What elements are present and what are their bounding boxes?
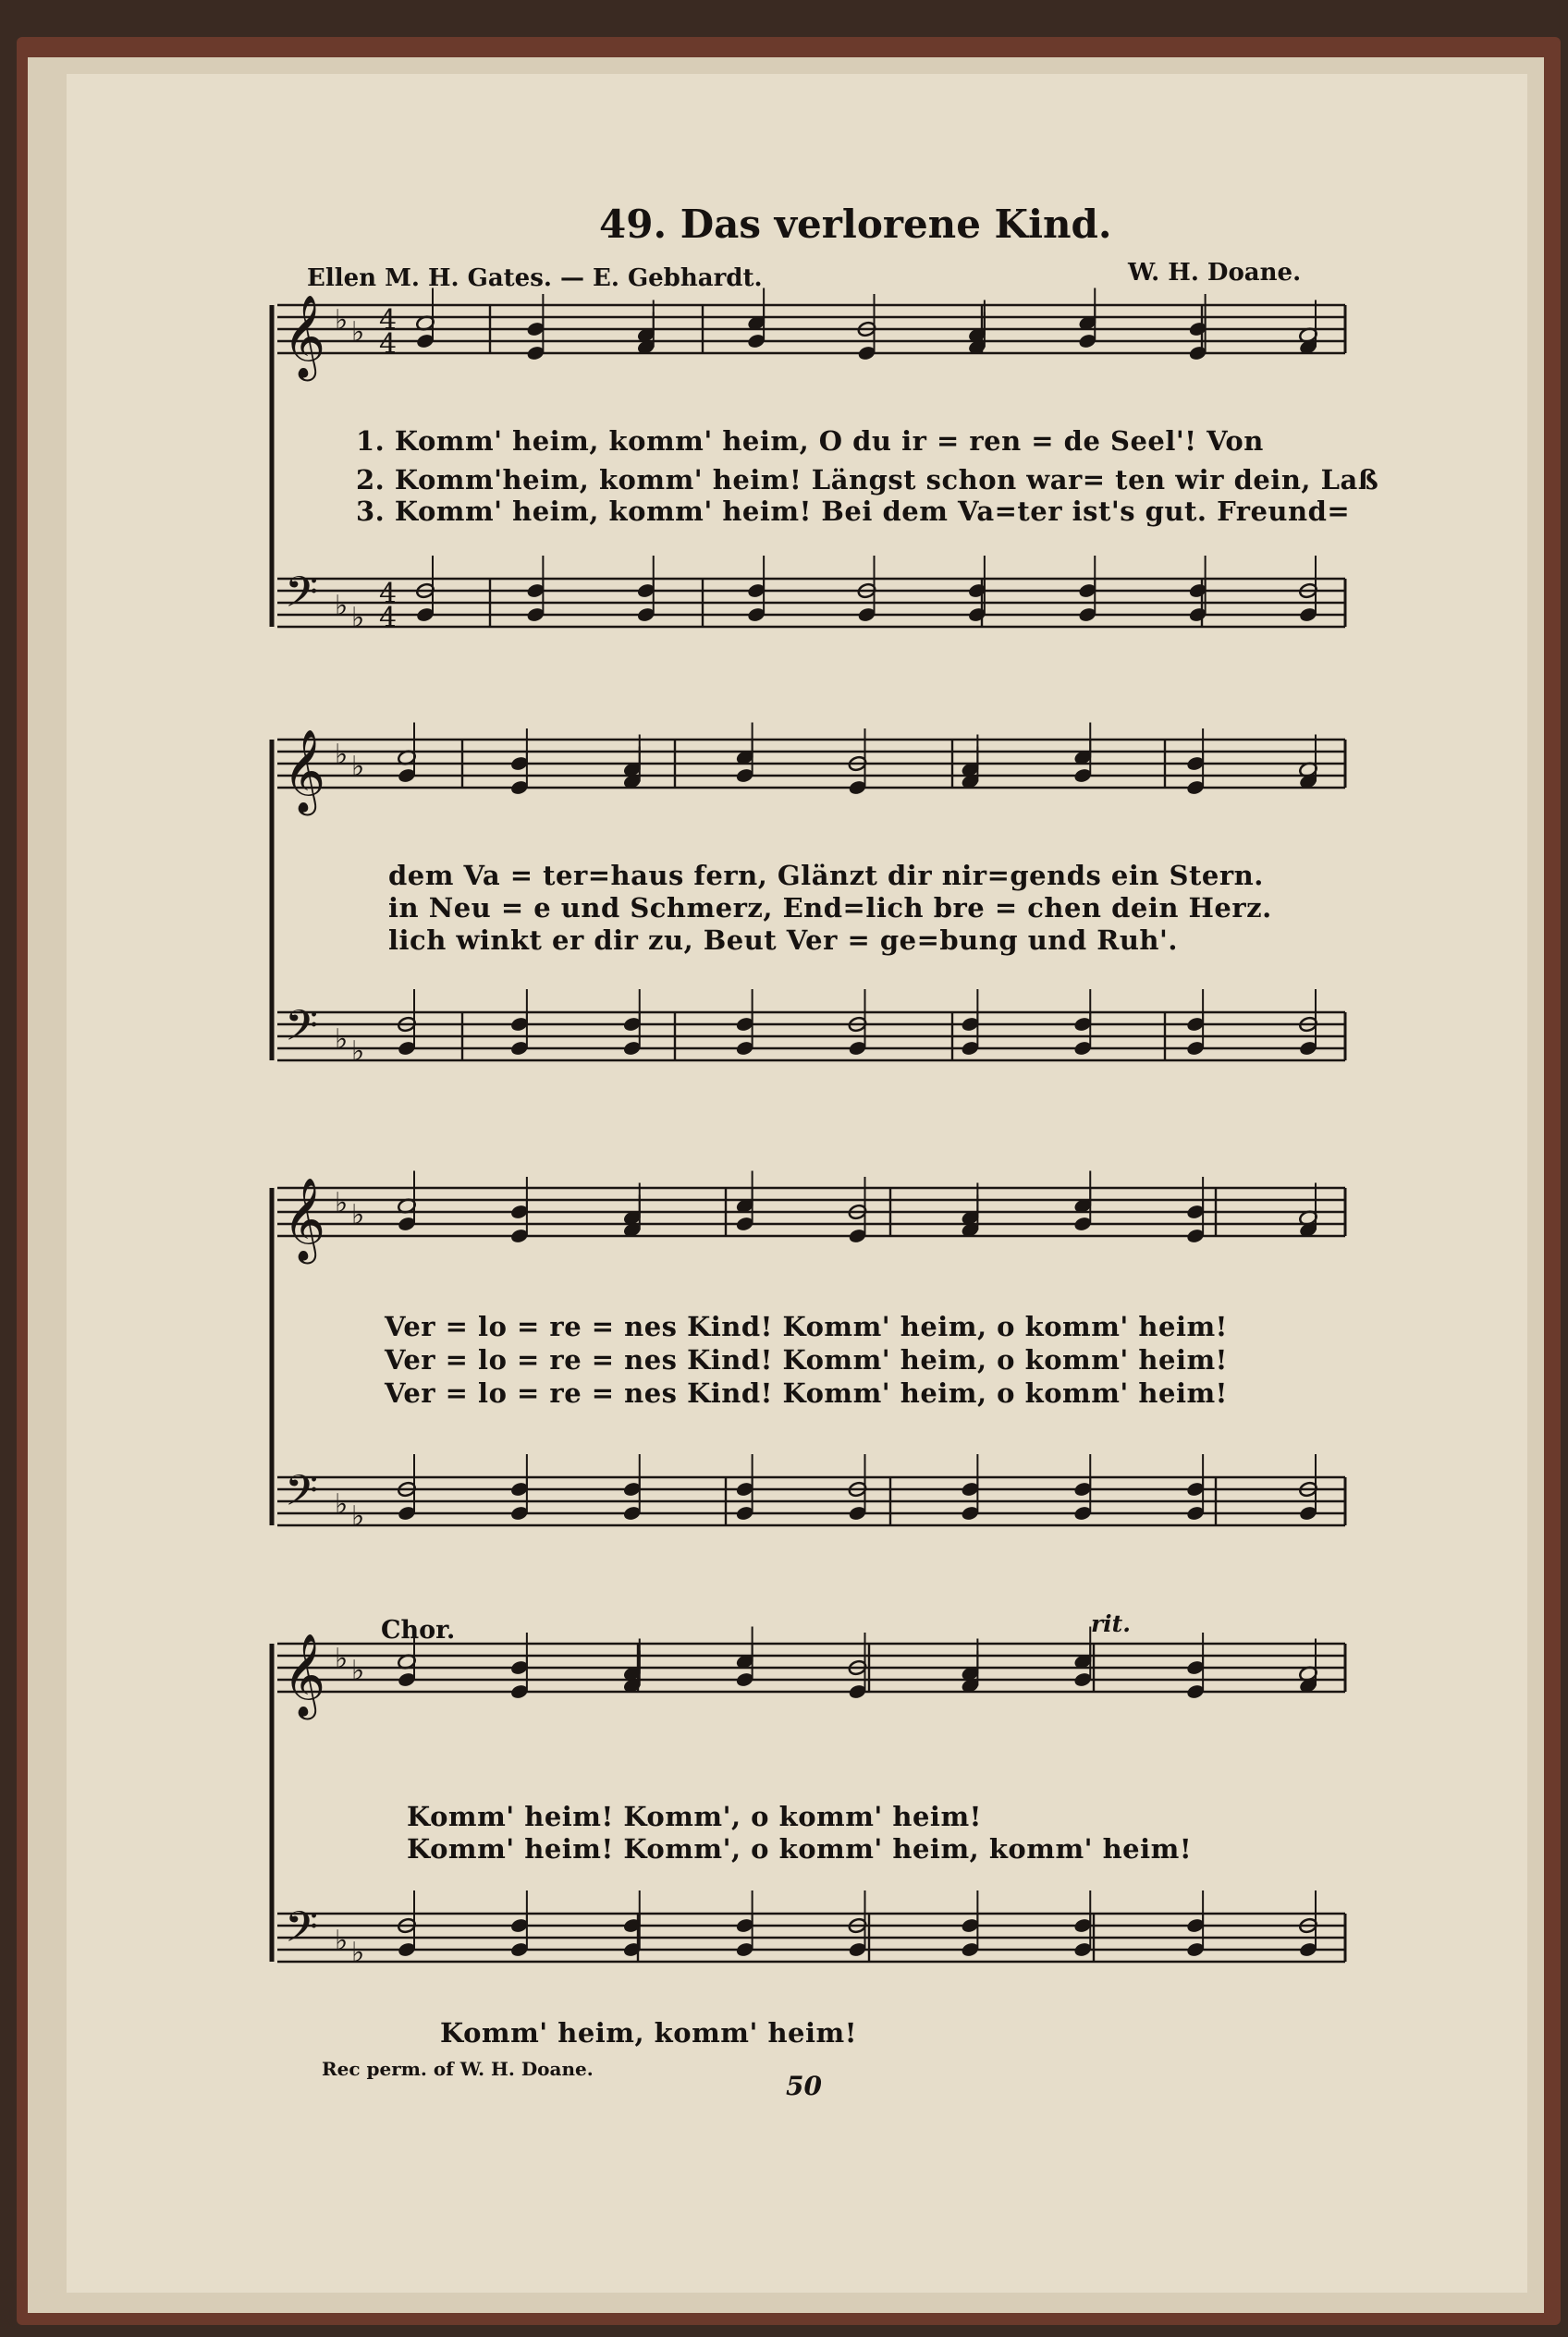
tempo-marking: rit. [1091,1610,1131,1637]
svg-text:4: 4 [379,304,398,336]
lyric-line: lich winkt er dir zu, Beut Ver = ge=bung und Ruh'. [388,924,1178,956]
svg-text:4: 4 [379,602,398,634]
song-number: 49. [599,202,668,247]
lyric-line: Komm' heim! Komm', o komm' heim, komm' heim! [407,1833,1193,1865]
svg-text:♭: ♭ [335,1925,349,1957]
svg-text:𝄞: 𝄞 [283,729,326,813]
svg-text:♭: ♭ [351,1937,365,1969]
lyric-line: 2. Komm'heim, komm' heim! Längst schon war= ten wir dein, Laß [356,464,1379,496]
svg-text:♭: ♭ [335,1488,349,1521]
svg-text:♭: ♭ [351,751,365,783]
lyric-line: Ver = lo = re = nes Kind! Komm' heim, o komm' heim! [385,1377,1228,1409]
lyric-line: in Neu = e und Schmerz, End=lich bre = chen dein Herz. [388,892,1272,924]
page-number: 50 [786,2071,822,2101]
svg-text:♭: ♭ [351,1655,365,1687]
svg-text:♭: ♭ [335,1023,349,1056]
svg-text:𝄞: 𝄞 [283,295,326,378]
permission-note: Rec perm. of W. H. Doane. [322,2058,594,2080]
composer-credit: W. H. Doane. [1128,259,1302,287]
svg-text:♭: ♭ [335,1643,349,1675]
lyricist-credit: Ellen M. H. Gates. — E. Gebhardt. [307,264,763,292]
svg-text:♭: ♭ [351,1035,365,1068]
svg-text:𝄢: 𝄢 [285,568,319,628]
lyric-line: dem Va = ter=haus fern, Glänzt dir nir=gends ein Stern. [388,860,1264,891]
lyric-line: Ver = lo = re = nes Kind! Komm' heim, o komm' heim! [385,1311,1228,1342]
svg-text:𝄞: 𝄞 [283,1178,326,1261]
lyric-line: 1. Komm' heim, komm' heim, O du ir = ren = de Seel'! Von [356,425,1264,457]
svg-text:♭: ♭ [335,1187,349,1219]
svg-text:♭: ♭ [335,590,349,622]
svg-text:4: 4 [379,328,398,361]
svg-text:𝄢: 𝄢 [285,1903,319,1963]
svg-text:♭: ♭ [335,739,349,771]
lyric-line: Komm' heim! Komm', o komm' heim! [407,1801,982,1832]
lyric-line: Ver = lo = re = nes Kind! Komm' heim, o komm' heim! [385,1344,1228,1376]
song-title: Das verlorene Kind. [680,202,1112,247]
svg-text:𝄢: 𝄢 [285,1001,319,1061]
svg-text:♭: ♭ [351,1199,365,1231]
lyric-line: 3. Komm' heim, komm' heim! Bei dem Va=ter ist's gut. Freund= [356,496,1351,527]
svg-text:♭: ♭ [351,316,365,349]
bass-lyric-line: Komm' heim, komm' heim! [440,2017,857,2049]
svg-text:♭: ♭ [335,304,349,336]
svg-text:♭: ♭ [351,602,365,634]
svg-text:𝄢: 𝄢 [285,1466,319,1526]
chorus-label: Chor. [381,1616,456,1645]
svg-text:4: 4 [379,578,398,610]
svg-text:𝄞: 𝄞 [283,1633,326,1717]
svg-text:♭: ♭ [351,1500,365,1533]
